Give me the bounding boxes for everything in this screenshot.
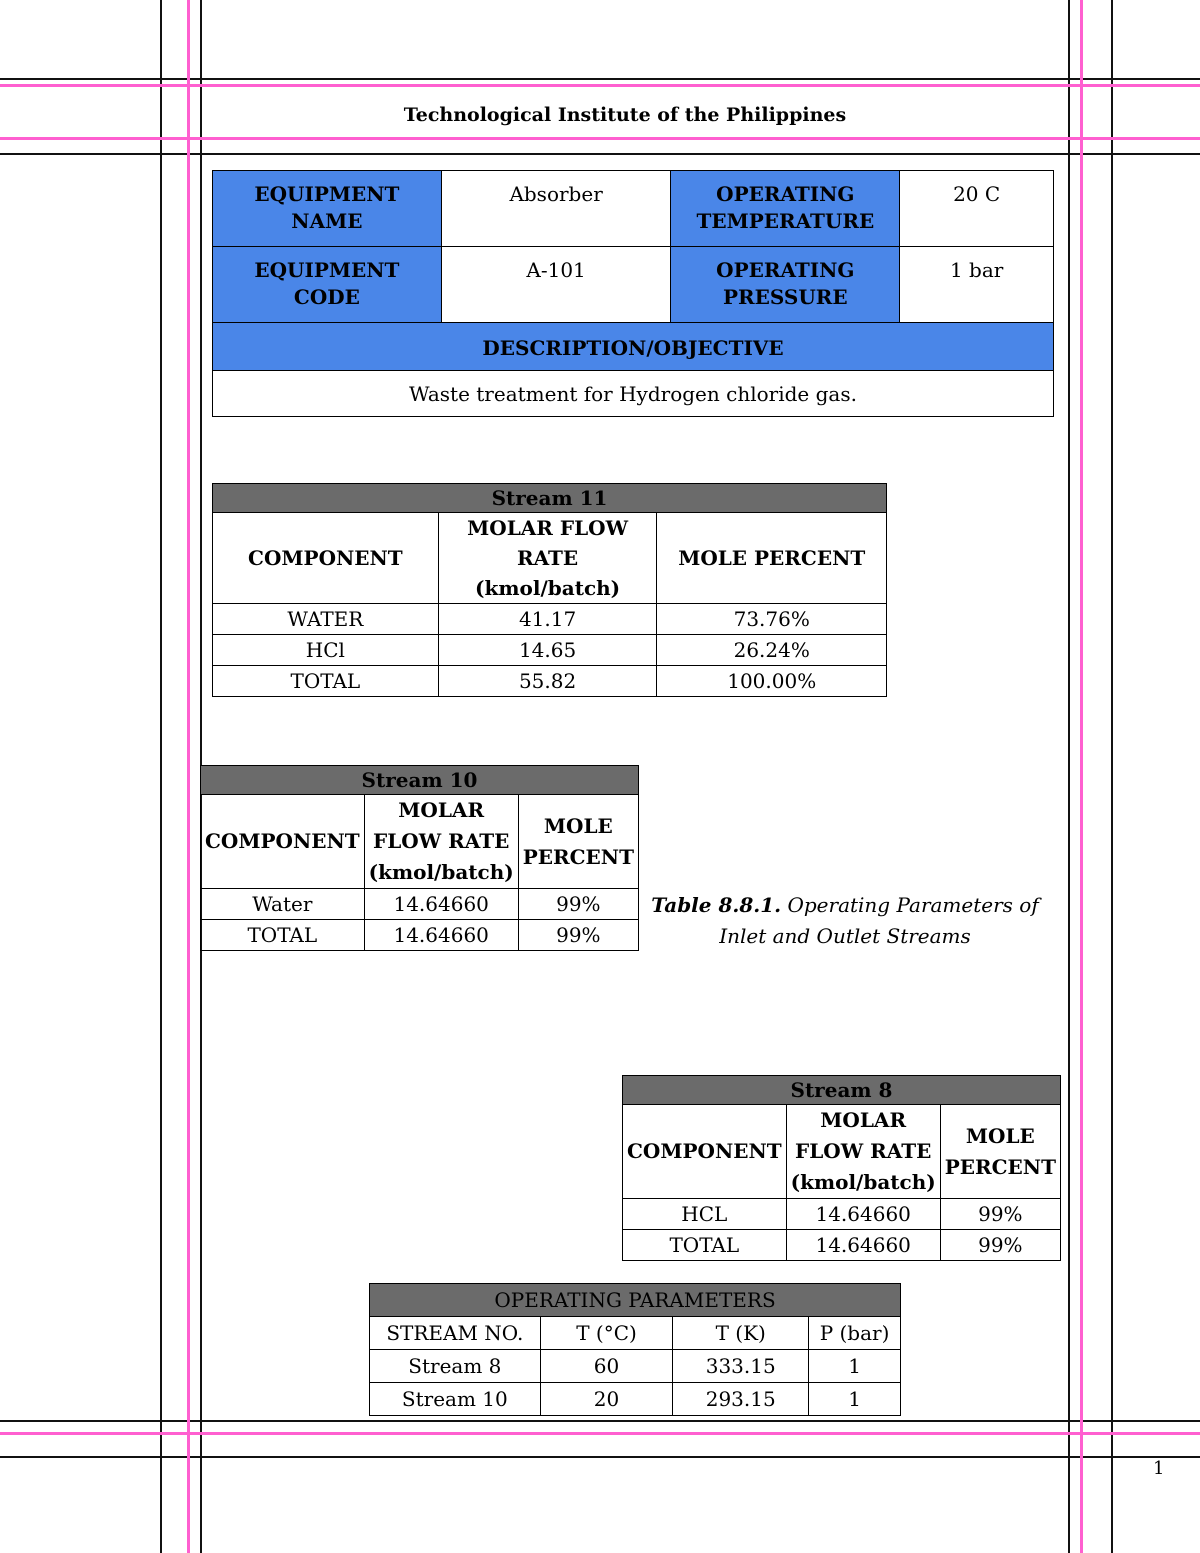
table-cell: HCL <box>623 1199 787 1230</box>
table-row <box>370 1350 901 1383</box>
table-cell: 14.64660 <box>364 889 518 920</box>
column-header: COMPONENT <box>201 795 365 889</box>
operating-temperature-label: OPERATING TEMPERATURE <box>671 171 900 247</box>
table-row <box>623 1199 1061 1230</box>
table-row <box>623 1230 1061 1261</box>
table-cell: WATER <box>213 604 439 635</box>
institute-header: Technological Institute of the Philippines <box>403 104 847 126</box>
table-cell: 99% <box>940 1199 1060 1230</box>
stream-10-table <box>200 765 639 951</box>
table-title: Stream 8 <box>623 1076 1061 1105</box>
table-cell: 26.24% <box>657 635 887 666</box>
operating-pressure-value: 1 bar <box>900 247 1054 323</box>
table-cell: 60 <box>540 1350 673 1383</box>
table-cell: Water <box>201 889 365 920</box>
equipment-code-value: A-101 <box>441 247 671 323</box>
table-cell: Stream 10 <box>370 1383 541 1416</box>
equipment-code-label: EQUIPMENT CODE <box>213 247 442 323</box>
table-row <box>213 604 887 635</box>
equipment-name-value: Absorber <box>441 171 671 247</box>
table-cell: 41.17 <box>438 604 657 635</box>
margin-guide <box>0 84 1200 87</box>
table-caption: Table 8.8.1. Operating Parameters of Inlet and Outlet Streams <box>651 893 1039 948</box>
table-cell: 14.64660 <box>786 1230 940 1261</box>
table-cell: 1 <box>809 1350 901 1383</box>
table-row <box>201 920 639 951</box>
column-header: MOLAR FLOW RATE (kmol/batch) <box>438 513 657 604</box>
margin-guide <box>0 137 1200 140</box>
table-row <box>370 1383 901 1416</box>
table-cell: 14.64660 <box>364 920 518 951</box>
column-header: MOLAR FLOW RATE (kmol/batch) <box>364 795 518 889</box>
table-cell: 99% <box>518 920 638 951</box>
table-cell: 99% <box>518 889 638 920</box>
margin-guide <box>0 1432 1200 1435</box>
frame-line <box>160 0 162 1553</box>
frame-line <box>0 1420 1200 1422</box>
operating-pressure-label: OPERATING PRESSURE <box>671 247 900 323</box>
frame-line <box>1068 0 1070 1553</box>
frame-line <box>1111 0 1113 1553</box>
table-cell: 55.82 <box>438 666 657 697</box>
table-cell: Stream 8 <box>370 1350 541 1383</box>
table-cell: TOTAL <box>623 1230 787 1261</box>
operating-parameters-table <box>369 1283 901 1416</box>
table-row <box>213 666 887 697</box>
frame-line <box>0 78 1200 80</box>
table-cell: 333.15 <box>673 1350 809 1383</box>
stream-8-table <box>622 1075 1061 1261</box>
column-header: MOLAR FLOW RATE (kmol/batch) <box>786 1105 940 1199</box>
table-cell: 100.00% <box>657 666 887 697</box>
table-title: OPERATING PARAMETERS <box>370 1284 901 1317</box>
table-title: Stream 10 <box>201 766 639 795</box>
equipment-table <box>212 170 1054 417</box>
table-cell: 20 <box>540 1383 673 1416</box>
table-cell: 14.65 <box>438 635 657 666</box>
table-cell: 1 <box>809 1383 901 1416</box>
column-header: P (bar) <box>809 1317 901 1350</box>
column-header: MOLE PERCENT <box>940 1105 1060 1199</box>
margin-guide <box>1080 0 1083 1553</box>
stream-11-table <box>212 483 887 697</box>
table-row <box>213 635 887 666</box>
description-label: DESCRIPTION/OBJECTIVE <box>213 323 1054 371</box>
description-value: Waste treatment for Hydrogen chloride gas. <box>213 371 1054 417</box>
table-cell: 14.64660 <box>786 1199 940 1230</box>
column-header: MOLE PERCENT <box>518 795 638 889</box>
column-header: T (°C) <box>540 1317 673 1350</box>
table-cell: 73.76% <box>657 604 887 635</box>
table-cell: TOTAL <box>201 920 365 951</box>
column-header: COMPONENT <box>213 513 439 604</box>
equipment-name-label: EQUIPMENT NAME <box>213 171 442 247</box>
frame-line <box>0 1456 1200 1458</box>
column-header: T (K) <box>673 1317 809 1350</box>
operating-temperature-value: 20 C <box>900 171 1054 247</box>
column-header: MOLE PERCENT <box>657 513 887 604</box>
margin-guide <box>187 0 190 1553</box>
frame-line <box>0 153 1200 155</box>
table-row <box>201 889 639 920</box>
page-number: 1 <box>1153 1458 1165 1479</box>
table-title: Stream 11 <box>213 484 887 513</box>
column-header: STREAM NO. <box>370 1317 541 1350</box>
table-cell: 293.15 <box>673 1383 809 1416</box>
table-cell: HCl <box>213 635 439 666</box>
table-cell: TOTAL <box>213 666 439 697</box>
table-cell: 99% <box>940 1230 1060 1261</box>
column-header: COMPONENT <box>623 1105 787 1199</box>
